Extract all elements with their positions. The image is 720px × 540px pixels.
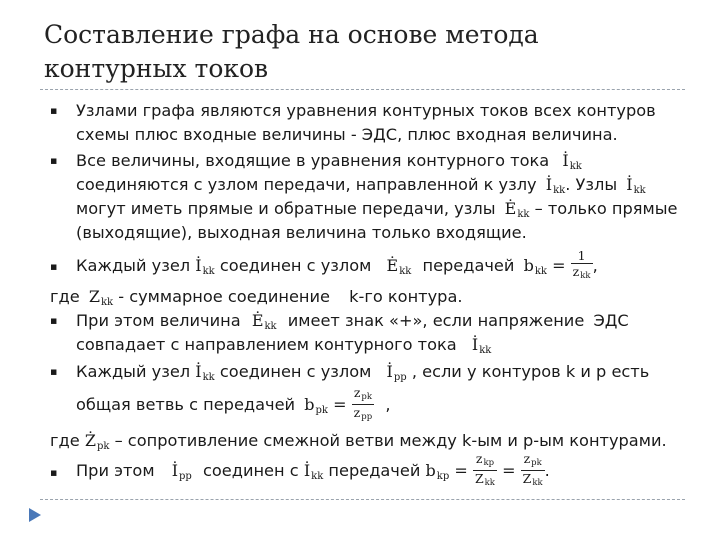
math-subscript: kk — [202, 372, 215, 383]
fraction-denominator — [352, 405, 374, 425]
math-symbol: İ — [471, 335, 479, 354]
text-fragment: где — [50, 431, 80, 450]
bullet-marker: ▪ — [50, 314, 58, 327]
math-symbol: = — [333, 395, 347, 414]
footer-divider — [40, 499, 685, 500]
math-symbol: = — [454, 461, 468, 480]
text-fragment: передачей — [422, 256, 515, 275]
math-subscript: kk — [264, 321, 277, 332]
math-symbol: z — [475, 451, 483, 466]
math-subscript: kk — [553, 185, 566, 196]
text-line — [76, 198, 677, 225]
math-symbol: b — [304, 395, 315, 414]
math-subscript: pp — [393, 372, 407, 383]
fraction-numerator — [473, 452, 497, 471]
text-fragment: общая ветвь с передачей — [76, 395, 296, 414]
text-line: (выходящие), выходная величина только входящие. — [76, 223, 527, 242]
math-symbol: Ė — [251, 311, 264, 330]
text-fragment: . Узлы — [565, 175, 618, 194]
math-subscript: kk — [532, 478, 543, 488]
math-subscript: pk — [315, 405, 328, 416]
text-fragment: могут иметь прямые и обратные передачи, узлы — [76, 199, 496, 218]
math-subscript: kk — [569, 161, 582, 172]
math-symbol: = — [502, 461, 516, 480]
math-symbol: İ — [195, 256, 202, 275]
text-fragment: соединяются с узлом передачи, направленной к узлу — [76, 175, 537, 194]
math-symbol: Ż — [84, 431, 96, 450]
math-subscript: kp — [483, 458, 495, 468]
math-symbol: İ — [386, 362, 393, 381]
math-symbol: Ė — [504, 199, 517, 218]
play-triangle-icon[interactable] — [28, 507, 42, 523]
fraction-denominator — [571, 264, 593, 284]
math-symbol: z — [353, 405, 361, 420]
fraction-numerator — [521, 452, 545, 471]
math-subscript: kk — [100, 297, 114, 308]
text-fragment: – сопротивление смежной ветви между k-ым и р-ым контурами. — [114, 431, 667, 450]
math-symbol: z — [353, 385, 361, 400]
fraction — [521, 452, 545, 491]
text-line — [76, 334, 491, 361]
text-fragment: соединен с узлом — [219, 362, 372, 381]
math-subscript: pk — [96, 441, 110, 452]
math-subscript: kk — [202, 266, 215, 277]
math-symbol: = — [552, 256, 566, 275]
math-subscript: kk — [633, 185, 646, 196]
text-fragment: передачей — [328, 461, 421, 480]
fraction-numerator — [352, 386, 374, 405]
text-fragment: При этом величина — [76, 311, 241, 330]
text-fragment: соединен с узлом — [219, 256, 372, 275]
math-subscript: kk — [534, 266, 547, 277]
math-symbol: İ — [303, 461, 311, 480]
text-fragment: совпадает с направлением контурного тока — [76, 335, 457, 354]
math-symbol: İ — [626, 175, 633, 194]
text-fragment: При этом — [76, 461, 155, 480]
math-symbol: z — [572, 264, 580, 279]
slide-title: Составление графа на основе метода контурных токов — [44, 20, 539, 83]
math-subscript: pk — [531, 458, 542, 468]
math-subscript: kk — [484, 478, 495, 488]
bullet-marker: ▪ — [50, 260, 58, 273]
math-subscript: kk — [479, 345, 492, 356]
text-fragment: Каждый узел — [76, 256, 191, 275]
math-symbol: Z — [88, 287, 100, 306]
text-line — [76, 310, 629, 337]
text-fragment: - суммарное соединение — [118, 287, 330, 306]
text-fragment: где — [50, 287, 80, 306]
text-fragment: , если у контуров k и р есть — [411, 362, 650, 381]
text-fragment: Каждый узел — [76, 362, 191, 381]
math-subscript: kk — [517, 209, 530, 220]
math-symbol: İ — [171, 461, 179, 480]
fraction-denominator — [521, 471, 545, 491]
text-fragment: ЭДС — [593, 311, 629, 330]
math-subscript: kp — [436, 471, 450, 482]
math-symbol: b — [425, 461, 436, 480]
text-fragment: k-го контура. — [349, 287, 463, 306]
math-subscript: kk — [311, 471, 324, 482]
text-fragment: соединен с — [203, 461, 299, 480]
math-symbol: İ — [562, 151, 569, 170]
math-symbol: Z — [474, 471, 484, 486]
bullet-marker: ▪ — [50, 104, 58, 117]
math-symbol: İ — [545, 175, 553, 194]
math-symbol: İ — [195, 362, 202, 381]
bullet-marker: ▪ — [50, 466, 58, 479]
text-line — [76, 174, 646, 201]
text-fragment: , — [592, 256, 598, 275]
bullet-marker: ▪ — [50, 154, 58, 167]
bullet-marker: ▪ — [50, 365, 58, 378]
math-subscript: pp — [179, 471, 192, 482]
text-fragment: имеет знак «+», если напряжение — [287, 311, 585, 330]
fraction — [473, 452, 497, 491]
math-symbol: z — [523, 451, 531, 466]
math-subscript: pp — [361, 412, 373, 422]
text-line: схемы плюс входные величины - ЭДС, плюс входная величина. — [76, 125, 618, 144]
text-fragment: . — [544, 461, 550, 480]
math-symbol: Ė — [386, 256, 399, 275]
math-subscript: kk — [399, 266, 412, 277]
text-fragment: Все величины, входящие в уравнения контурного тока — [76, 151, 550, 170]
text-line: Узлами графа являются уравнения контурных токов всех контуров — [76, 101, 656, 120]
fraction-numerator: 1 — [571, 249, 593, 264]
math-symbol: Z — [522, 471, 532, 486]
text-line — [76, 384, 390, 432]
fraction-denominator — [473, 471, 497, 491]
fraction — [352, 386, 374, 425]
text-fragment: , — [385, 395, 391, 414]
play-triangle-shape — [29, 508, 41, 522]
fraction — [571, 249, 593, 284]
text-line — [76, 150, 582, 177]
math-subscript: pk — [361, 392, 372, 402]
text-line — [50, 286, 463, 313]
text-fragment: – только прямые — [534, 199, 678, 218]
math-subscript: kk — [580, 271, 591, 281]
math-symbol: b — [523, 256, 534, 275]
text-line — [76, 450, 550, 498]
